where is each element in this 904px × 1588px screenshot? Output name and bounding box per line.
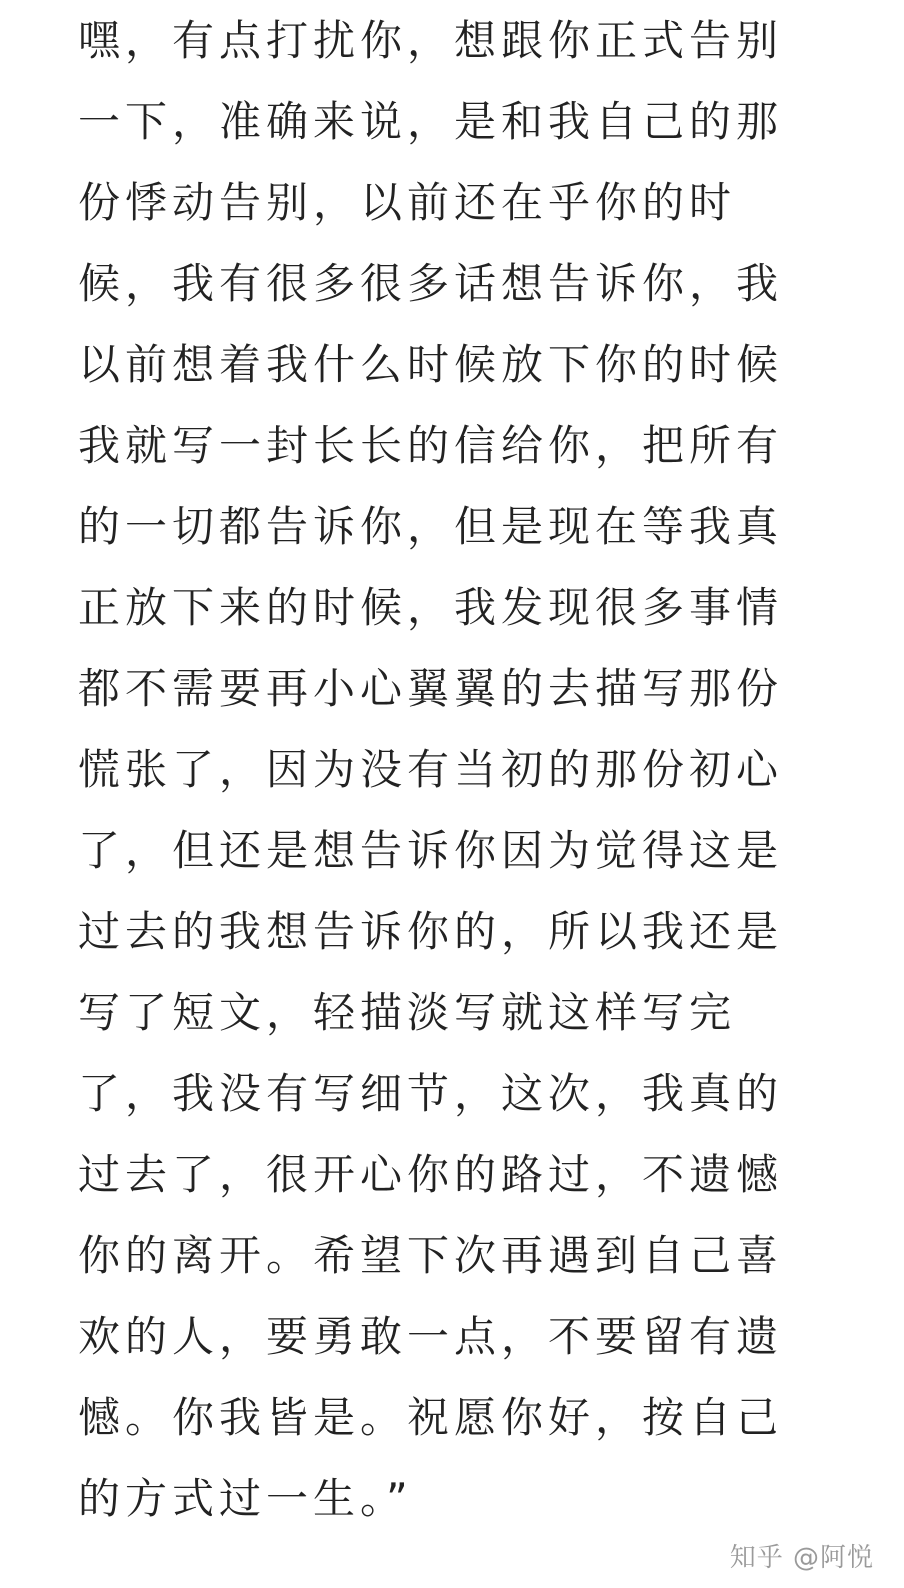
letter-line: 写了短文，轻描淡写就这样写完 [78, 988, 737, 1037]
letter-line: 我就写一封长长的信给你，把所有 [78, 421, 784, 470]
letter-line: 一下，准确来说，是和我自己的那 [78, 97, 784, 146]
letter-line: 以前想着我什么时候放下你的时候 [78, 340, 784, 389]
letter-line: 嘿，有点打扰你，想跟你正式告别 [78, 16, 784, 65]
letter-line: 慌张了，因为没有当初的那份初心 [78, 745, 784, 794]
letter-line: 都不需要再小心翼翼的去描写那份 [78, 664, 784, 713]
letter-line: 了，我没有写细节，这次，我真的 [78, 1069, 784, 1118]
handwritten-letter [78, 0, 858, 1539]
letter-line: 份悸动告别，以前还在乎你的时 [78, 178, 737, 227]
letter-line: 候，我有很多很多话想告诉你，我 [78, 259, 784, 308]
letter-line: 正放下来的时候，我发现很多事情 [78, 583, 784, 632]
letter-line: 过去了，很开心你的路过，不遗憾 [78, 1150, 784, 1199]
letter-line: 你的离开。希望下次再遇到自己喜 [78, 1231, 784, 1280]
letter-line: 憾。你我皆是。祝愿你好，按自己 [78, 1393, 784, 1442]
letter-line: 的方式过一生。” [78, 1474, 413, 1523]
letter-line: 了，但还是想告诉你因为觉得这是 [78, 826, 784, 875]
letter-line: 过去的我想告诉你的，所以我还是 [78, 907, 784, 956]
zhihu-watermark: 知乎 @阿悦 [729, 1543, 874, 1573]
letter-line: 欢的人，要勇敢一点，不要留有遗 [78, 1312, 784, 1361]
letter-line: 的一切都告诉你，但是现在等我真 [78, 502, 784, 551]
